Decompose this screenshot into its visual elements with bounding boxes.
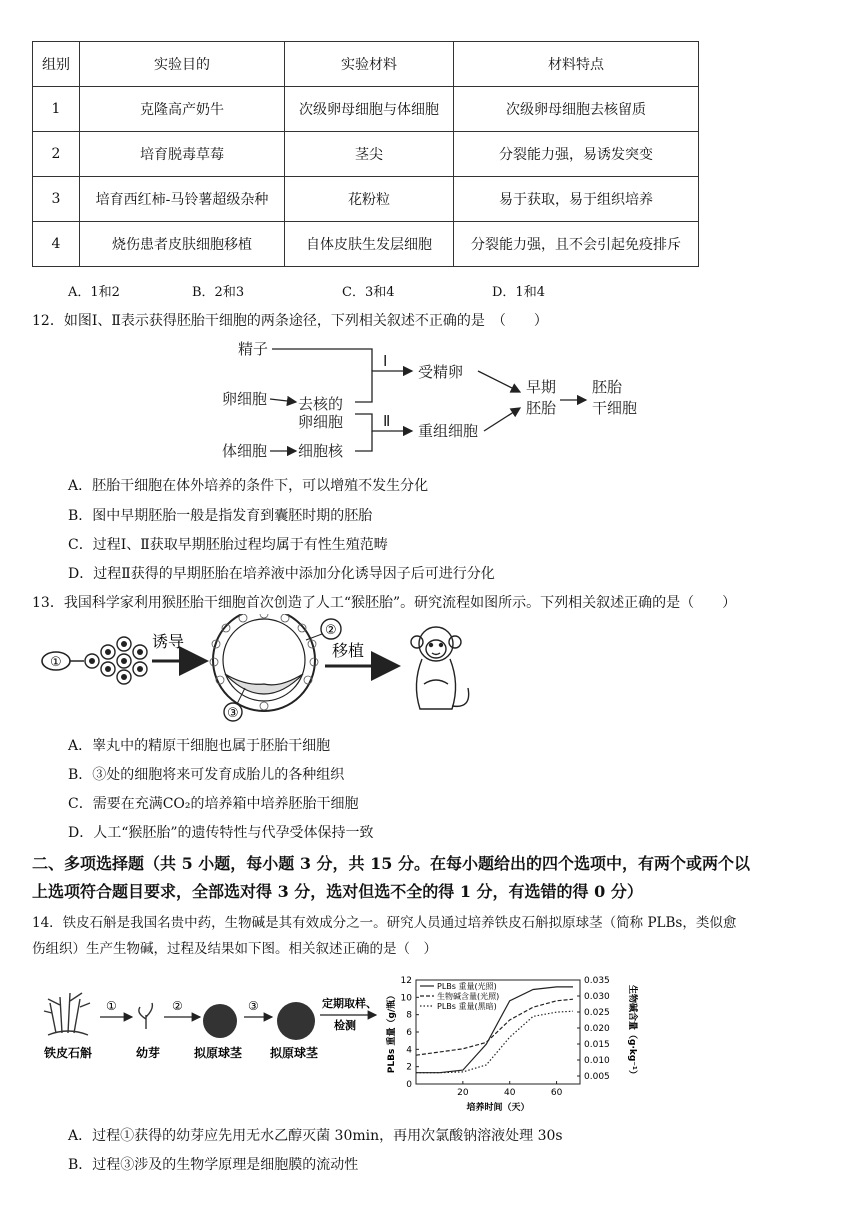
sperm-line <box>272 349 372 371</box>
q13-option-d[interactable]: D．人工“猴胚胎”的遗传特性与代孕受体保持一致 <box>68 825 374 841</box>
table-cell: 次级卵母细胞去核留质 <box>454 87 699 132</box>
sprout-icon <box>139 1003 153 1029</box>
y2-axis-label: 生物碱含量（g·kg⁻¹） <box>627 985 637 1079</box>
table-cell: 茎尖 <box>285 132 454 177</box>
nucleus-line <box>355 431 372 451</box>
enucleated-egg-label-2: 卵细胞 <box>298 413 344 431</box>
recombinant-to-embryo-arrow <box>484 408 520 431</box>
x-axis-label: 培养时间（天） <box>466 1103 530 1112</box>
q12-stem: 12．如图Ⅰ、Ⅱ表示获得胚胎干细胞的两条途径，下列相关叙述不正确的是 （ ） <box>32 313 548 329</box>
enucleated-egg-label-1: 去核的 <box>298 395 344 413</box>
y-tick-label: 6 <box>406 1028 412 1038</box>
legend-label-2: 生物碱含量(光照) <box>437 992 500 1001</box>
table-cell: 2 <box>33 132 80 177</box>
q13-option-a[interactable]: A．睾丸中的精原干细胞也属于胚胎干细胞 <box>68 738 331 754</box>
table-header-row <box>33 42 699 87</box>
table-cell: 花粉粒 <box>285 177 454 222</box>
table-cell: 3 <box>33 177 80 222</box>
label-2: ② <box>325 623 337 638</box>
recombinant-cell-label: 重组细胞 <box>418 422 479 440</box>
q13-option-c[interactable]: C．需要在充满CO₂的培养箱中培养胚胎干细胞 <box>68 796 359 812</box>
table-cell: 1 <box>33 87 80 132</box>
q11-option-c[interactable]: C．3和4 <box>342 285 395 300</box>
experiment-table <box>32 41 699 267</box>
y2-tick-label: 0.015 <box>584 1040 610 1050</box>
egg-label: 卵细胞 <box>222 390 268 408</box>
fertilized-egg-label: 受精卵 <box>418 363 464 381</box>
y2-tick-label: 0.030 <box>584 992 610 1002</box>
y2-tick-label: 0.005 <box>584 1072 610 1082</box>
y-tick-label: 12 <box>400 976 412 986</box>
q13-stem: 13．我国科学家利用猴胚胎干细胞首次创造了人工“猴胚胎”。研究流程如图所示。下列相关叙述正确的是（ ） <box>32 595 737 611</box>
q12-option-c[interactable]: C．过程Ⅰ、Ⅱ获取早期胚胎过程均属于有性生殖范畴 <box>68 537 388 553</box>
q12-option-b[interactable]: B．图中早期胚胎一般是指发育到囊胚时期的胚胎 <box>68 508 373 524</box>
plant-label: 铁皮石斛 <box>44 1046 93 1060</box>
table-cell: 克隆高产奶牛 <box>80 87 285 132</box>
table-row <box>33 177 699 222</box>
es-cell-label-1: 胚胎 <box>592 378 623 396</box>
table-row <box>33 132 699 177</box>
table-cell: 易于获取，易于组织培养 <box>454 177 699 222</box>
table-header-cell: 组别 <box>33 42 80 87</box>
somatic-cell-label: 体细胞 <box>222 442 268 460</box>
y-tick-label: 4 <box>406 1045 412 1056</box>
table-row <box>33 222 699 267</box>
q11-option-d[interactable]: D．1和4 <box>492 285 545 300</box>
plb-cluster-icon-1 <box>203 1004 237 1038</box>
plb-label-1: 拟原球茎 <box>194 1046 243 1060</box>
table-cell: 分裂能力强，且不会引起免疫排斥 <box>454 222 699 267</box>
egg-arrow <box>270 399 296 402</box>
q13-option-b[interactable]: B．③处的细胞将来可发育成胎儿的各种组织 <box>68 767 345 783</box>
table-cell: 自体皮肤生发层细胞 <box>285 222 454 267</box>
sampling-label-2: 检测 <box>334 1019 356 1032</box>
plb-growth-chart <box>380 970 642 1112</box>
table-header-cell: 材料特点 <box>454 42 699 87</box>
induce-label: 诱导 <box>152 632 185 651</box>
q14-stem-line-1: 14．铁皮石斛是我国名贵中药，生物碱是其有效成分之一。研究人员通过培养铁皮石斛拟原球茎（简称 PLBs，类似愈 <box>32 915 737 931</box>
q14-stem-line-2: 伤组织）生产生物碱，过程及结果如下图。相关叙述正确的是（ ） <box>32 941 437 957</box>
y-tick-label: 10 <box>400 993 412 1004</box>
early-embryo-label-2: 胚胎 <box>526 399 557 417</box>
table-cell: 烧伤患者皮肤细胞移植 <box>80 222 285 267</box>
y-tick-label: 8 <box>406 1010 412 1021</box>
q12-pathway-diagram <box>200 334 660 464</box>
dendrobium-plant-icon <box>44 993 90 1035</box>
table-cell: 次级卵母细胞与体细胞 <box>285 87 454 132</box>
series-line-3 <box>416 1011 573 1072</box>
y2-tick-label: 0.025 <box>584 1008 610 1018</box>
es-cell-label-2: 干细胞 <box>592 399 638 417</box>
path-i-label: Ⅰ <box>383 352 388 370</box>
label-3: ③ <box>227 706 239 721</box>
step-2-label: ② <box>172 999 183 1013</box>
step-1-label: ① <box>106 999 117 1013</box>
y2-tick-label: 0.020 <box>584 1024 610 1034</box>
table-cell: 4 <box>33 222 80 267</box>
q12-option-a[interactable]: A．胚胎干细胞在体外培养的条件下，可以增殖不发生分化 <box>68 478 429 494</box>
plb-label-2: 拟原球茎 <box>270 1046 319 1060</box>
y2-tick-label: 0.035 <box>584 976 610 986</box>
transplant-label: 移植 <box>332 641 365 660</box>
label-1: ① <box>50 655 62 670</box>
y2-tick-label: 0.010 <box>584 1056 610 1066</box>
table-cell: 培育西红柿-马铃薯超级杂种 <box>80 177 285 222</box>
legend-label-1: PLBs 重量(光照) <box>437 982 497 991</box>
q11-option-b[interactable]: B．2和3 <box>192 285 245 300</box>
q13-monkey-embryo-diagram <box>40 614 480 724</box>
step-3-label: ③ <box>248 999 259 1013</box>
table-header-cell: 实验目的 <box>80 42 285 87</box>
table-cell: 分裂能力强，易诱发突变 <box>454 132 699 177</box>
nucleus-label: 细胞核 <box>298 442 344 460</box>
sperm-label: 精子 <box>238 340 269 358</box>
path-i-arrow <box>355 371 412 402</box>
table-header-cell: 实验材料 <box>285 42 454 87</box>
path-ii-label: Ⅱ <box>383 412 391 430</box>
q12-option-d[interactable]: D．过程Ⅱ获得的早期胚胎在培养液中添加分化诱导因子后可进行分化 <box>68 566 495 582</box>
x-tick-label: 60 <box>550 1088 563 1098</box>
sampling-label-1: 定期取样、 <box>322 997 377 1010</box>
x-tick-label: 20 <box>457 1088 469 1098</box>
y-axis-label: PLBs 重量（g/瓶） <box>387 990 397 1074</box>
section-2-heading-line-2: 上选项符合题目要求，全部选对得 3 分，选对但选不全的得 1 分，有选错的得 0 分） <box>32 882 643 901</box>
x-tick-label: 40 <box>503 1088 516 1098</box>
q14-option-b[interactable]: B．过程③涉及的生物学原理是细胞膜的流动性 <box>68 1157 359 1173</box>
legend-label-3: PLBs 重量(黑暗) <box>437 1002 497 1011</box>
sprout-label: 幼芽 <box>136 1046 161 1060</box>
table-cell: 培育脱毒草莓 <box>80 132 285 177</box>
fertilized-to-embryo-arrow <box>478 371 520 392</box>
table-row <box>33 87 699 132</box>
monkey-icon <box>411 627 469 709</box>
q14-process-flow <box>40 985 380 1075</box>
q14-option-a[interactable]: A．过程①获得的幼芽应先用无水乙醇灭菌 30min，再用次氯酸钠溶液处理 30s <box>68 1128 563 1144</box>
plb-cluster-icon-2 <box>277 1002 315 1040</box>
y-tick-label: 0 <box>406 1080 412 1090</box>
early-embryo-label-1: 早期 <box>526 378 557 396</box>
section-2-heading-line-1: 二、多项选择题（共 5 小题，每小题 3 分，共 15 分。在每小题给出的四个选项中，有两个或两个以 <box>32 854 750 873</box>
y-tick-label: 2 <box>406 1062 412 1073</box>
q11-option-a[interactable]: A．1和2 <box>68 285 120 300</box>
